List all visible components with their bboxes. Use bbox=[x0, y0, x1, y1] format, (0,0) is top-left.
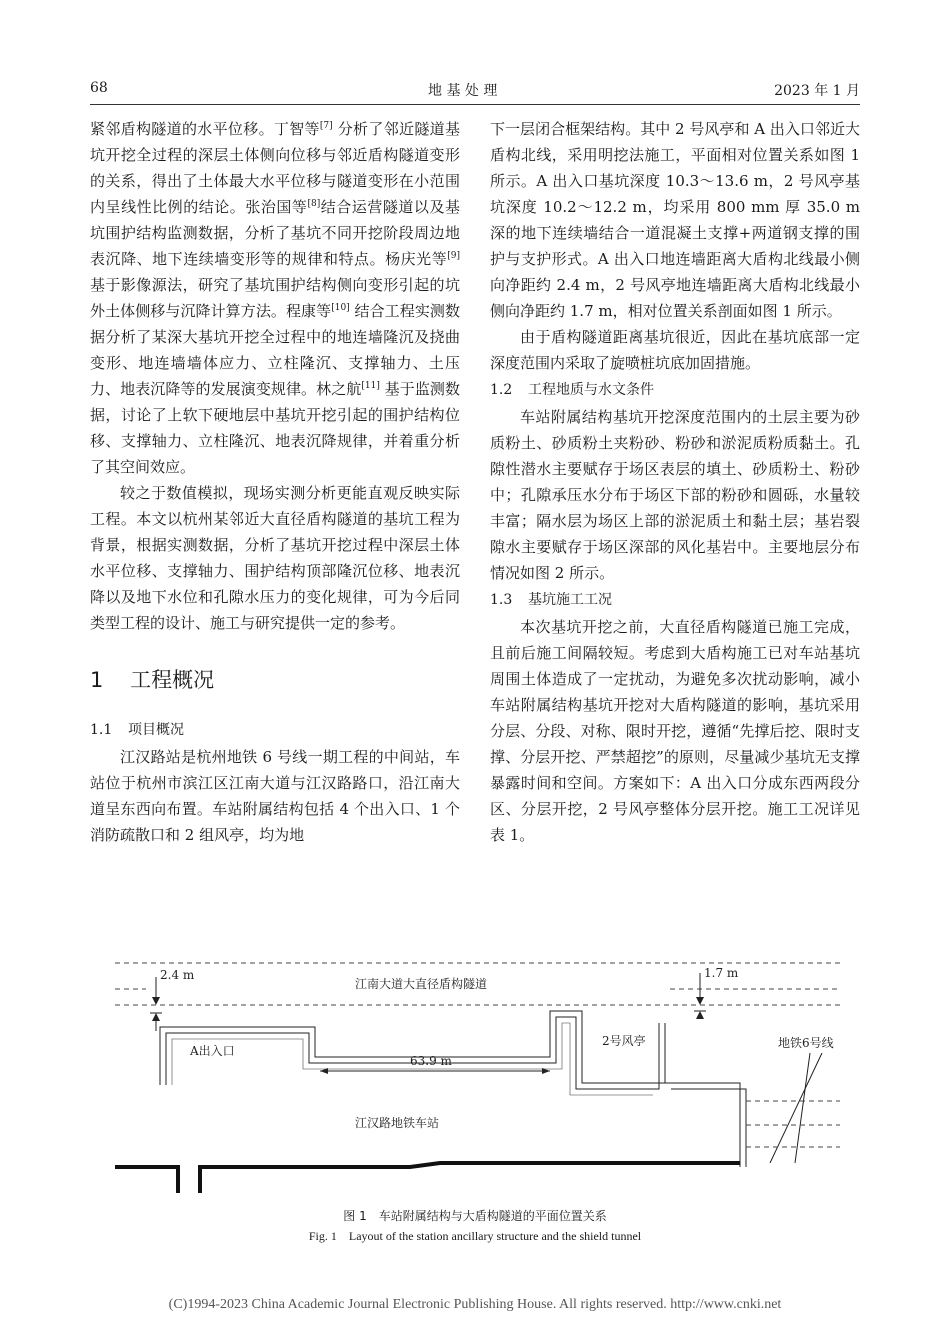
figure-caption-zh: 图 1 车站附属结构与大盾构隧道的平面位置关系 bbox=[343, 1209, 607, 1223]
exit-a-outer-wall bbox=[160, 1011, 665, 1085]
station-wall bbox=[665, 1083, 740, 1167]
dimension-middle: 63.9 m bbox=[410, 1054, 452, 1068]
figure-1 bbox=[110, 955, 845, 1200]
arrow-down bbox=[152, 997, 160, 1005]
station-bottom-wall bbox=[200, 1163, 740, 1193]
exit-a-inner-wall bbox=[166, 1017, 659, 1089]
citation-ref: [11] bbox=[361, 381, 380, 391]
journal-name: 地 基 处 理 bbox=[428, 83, 498, 99]
dimension-left: 2.4 m bbox=[160, 968, 195, 982]
issue-date: 2023 年 1 月 bbox=[774, 83, 860, 99]
right-column bbox=[490, 116, 860, 848]
vent2-label: 2号风亭 bbox=[602, 1034, 646, 1048]
plan-diagram bbox=[110, 955, 845, 1200]
page-number: 68 bbox=[90, 80, 108, 96]
paragraph-geology: 车站附属结构基坑开挖深度范围内的土层主要为砂质粉土、砂质粉土夹粉砂、粉砂和淤泥质粉质黏土。孔隙性潜水主要赋存于场区表层的填土、砂质粉土、粉砂中；孔隙承压水分布于场区下部的粉砂和圆砾，水量较丰富；隔水层为场区上部的淤泥质土和黏土层；基岩裂隙水主要赋存于场区深部的风化基岩中。主要地层分布情况如图 2 所示。 bbox=[490, 408, 860, 582]
dimension-right: 1.7 m bbox=[704, 966, 739, 980]
section-heading: 1 工程概况 bbox=[90, 668, 215, 692]
station-bottom-wall bbox=[115, 1167, 178, 1193]
paragraph-layout: 下一层闭合框架结构。其中 2 号风亭和 A 出入口邻近大盾构北线，采用明挖法施工，平面相对位置关系如图 1 所示。A 出入口基坑深度 10.3～13.6 m，2 号风亭基坑深度 10.2～12.2 m，均采用 800 mm 厚 35.0 m 深的地下连续墙结合一道混凝土支撑+两道钢支撑的围护与支护形式。A 出入口地连墙距离大盾构北线最小侧向净距约 2.4 m，2 号风亭地连墙距离大盾构北线最小侧向净距约 1.7 m，相对位置关系剖面如图 1 所示。 bbox=[490, 120, 860, 320]
arrow-up bbox=[152, 1013, 160, 1021]
figure-caption-en: Fig. 1 Layout of the station ancillary structure and the shield tunnel bbox=[308, 1229, 642, 1243]
paragraph-intro: 较之于数值模拟，现场实测分析更能直观反映实际工程。本文以杭州某邻近大直径盾构隧道的基坑工程为背景，根据实测数据，分析了基坑开挖过程中深层土体水平位移、支撑轴力、围护结构顶部隆沉位移、地表沉降以及地下水位和孔隙水压力的变化规律，可为今后同类型工程的设计、施工与研究提供一定的参考。 bbox=[90, 484, 460, 632]
station-label: 江汉路地铁车站 bbox=[355, 1116, 440, 1130]
tunnel-label: 江南大道大直径盾构隧道 bbox=[355, 977, 488, 991]
citation-ref: [10] bbox=[331, 303, 350, 313]
paragraph-construction: 本次基坑开挖之前，大直径盾构隧道已施工完成，且前后施工间隔较短。考虑到大盾构施工已对车站基坑周围土体造成了一定扰动，为避免多次扰动影响，减小车站附属结构基坑开挖对大盾构隧道的影响，基坑采用分层、分段、对称、限时开挖，遵循“先撑后挖、限时支撑、分层开挖、严禁超挖”的原则，尽量减少基坑无支撑暴露时间和空间。方案如下：A 出入口分成东西两段分区、分层开挖，2 号风亭整体分层开挖。施工工况详见表 1。 bbox=[490, 618, 860, 844]
paragraph-literature: 紧邻盾构隧道的水平位移。丁智等[7] 分析了邻近隧道基坑开挖全过程的深层土体侧向位移与邻近盾构隧道变形的关系，得出了土体最大水平位移与隧道变形在小范围内呈线性比例的结论。张治国等[8]结合运营隧道以及基坑围护结构监测数据，分析了基坑不同开挖阶段周边地表沉降、地下连续墙变形等的规律和特点。杨庆光等[9] 基于影像源法，研究了基坑围护结构侧向变形引起的坑外土体侧移与沉降计算方法。程康等[10] 结合工程实测数据分析了某深大基坑开挖全过程中的地连墙隆沉及挠曲变形、地连墙墙体应力、立柱隆沉、支撑轴力、土压力、地表沉降等的发展演变规律。林之航[11] 基于监测数据，讨论了上软下硬地层中基坑开挖引起的围护结构位移、支撑轴力、立柱隆沉、地表沉降规律，并着重分析了其空间效应。 bbox=[90, 120, 460, 476]
exit-a-label: A出入口 bbox=[190, 1044, 235, 1058]
arrow-up bbox=[696, 1011, 704, 1019]
citation-ref: [9] bbox=[447, 251, 460, 261]
header-rule bbox=[90, 104, 860, 105]
subsection-heading: 1.1 项目概况 bbox=[90, 722, 184, 738]
paragraph-reinforcement: 由于盾构隧道距离基坑很近，因此在基坑底部一定深度范围内采取了旋喷桩坑底加固措施。 bbox=[490, 328, 860, 372]
left-column bbox=[90, 116, 460, 848]
metro-label: 地铁6号线 bbox=[778, 1036, 834, 1050]
citation-ref: [7] bbox=[319, 121, 333, 131]
station-wall bbox=[671, 1089, 746, 1167]
copyright-footer: (C)1994-2023 China Academic Journal Electronic Publishing House. All rights reserved. http://www.cnki.net bbox=[168, 1297, 782, 1312]
paragraph-project: 江汉路站是杭州地铁 6 号线一期工程的中间站，车站位于杭州市滨江区江南大道与江汉路路口，沿江南大道呈东西向布置。车站附属结构包括 4 个出入口、1 个消防疏散口和 2 组风亭，均为地 bbox=[90, 748, 460, 844]
page-header bbox=[90, 80, 860, 102]
subsection-heading: 1.3 基坑施工工况 bbox=[490, 592, 612, 608]
arrow-down bbox=[696, 997, 704, 1005]
citation-ref: [8] bbox=[307, 199, 321, 209]
subsection-heading: 1.2 工程地质与水文条件 bbox=[490, 382, 654, 398]
